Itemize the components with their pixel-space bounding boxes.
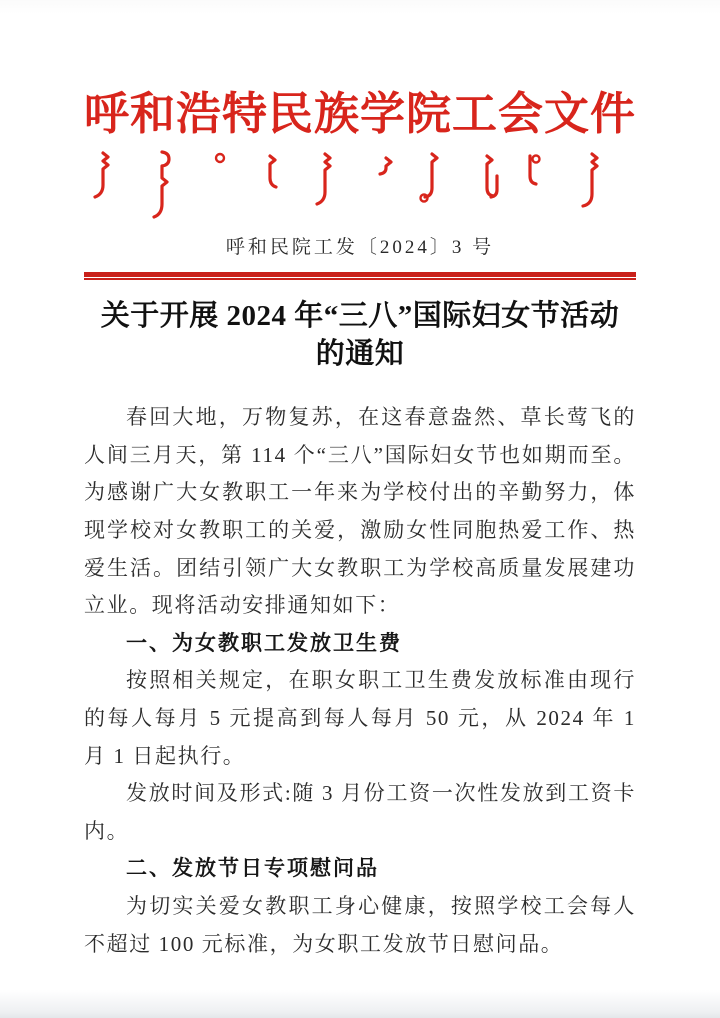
section1-heading: 一、为女教职工发放卫生费 — [126, 630, 402, 655]
masthead-title: 呼和浩特民族学院工会文件 — [83, 89, 636, 139]
section1-time-paragraph: 发放时间及形式:随 3 月份工资一次性发放到工资卡内。 — [84, 781, 636, 843]
paragraph-intro: 春回大地，万物复苏，在这春意盎然、草长莺飞的人间三月天，第 114 个“三八”国际妇女节也如期而至。为感谢广大女教职工一年来为学校付出的辛勤努力，体现学校对女教职工的关爱，激励女性同胞热爱工作、热爱生活。团结引领广大女教职工为学校高质量发展建功立业。现将活动安排通知如下： — [84, 405, 636, 618]
doc-reference-number: 呼和民院工发〔2024〕3 号 — [225, 237, 495, 259]
section1-paragraph: 按照相关规定，在职女职工卫生费发放标准由现行的每人每月 5 元提高到每人每月 50 元，从 2024 年 1 月 1 日起执行。 — [84, 668, 636, 768]
section2-paragraph: 为切实关爱女教职工身心健康，按照学校工会每人不超过 100 元标准，为女职工发放节日慰问品。 — [84, 893, 636, 956]
document-title-line1: 关于开展 2024 年“三八”国际妇女节活动 — [100, 300, 620, 333]
section2-heading: 二、发放节日专项慰问品 — [126, 856, 379, 881]
red-separator-rule — [84, 272, 636, 280]
document-title — [0, 297, 720, 373]
document-body — [84, 399, 636, 963]
document-title-line2: 的通知 — [315, 338, 405, 371]
mongolian-script-row — [0, 144, 720, 230]
mongolian-word — [95, 152, 597, 217]
